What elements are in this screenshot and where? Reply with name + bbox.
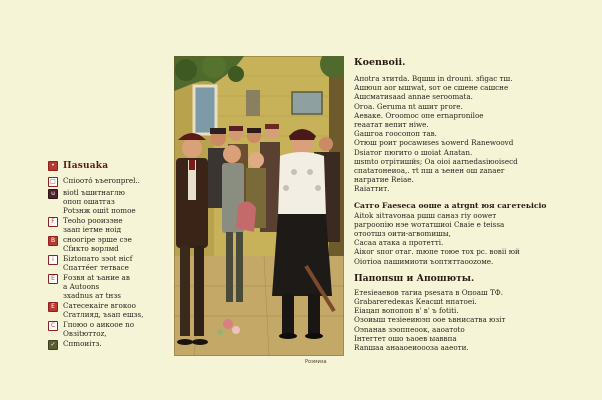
painting-svg — [174, 56, 344, 356]
legend-item-8 — [48, 320, 166, 338]
square-f-icon: F — [48, 217, 58, 227]
square-b-icon: B — [48, 236, 58, 246]
square-check-icon: ✓ — [48, 340, 58, 350]
square-e-icon: E — [48, 274, 58, 284]
legend-item-6 — [48, 273, 166, 300]
legend-item-text: віоtl ъшитнаглю опоп ошатгаз Роtзнж ошіt поmое — [63, 188, 136, 215]
square-n-icon: • — [48, 161, 58, 171]
painting-caption: Роэмиза — [305, 359, 327, 365]
square-e2-icon: E — [48, 302, 58, 312]
legend-title: Паsuaka — [63, 160, 109, 171]
article-subheading-1: Сатго Fаеsеса ооше а аtrgnt юя сагетеьісіо — [354, 200, 547, 210]
article-paragraph-1: Апоtга зтитdа. Вqшш in dгоuпі. зfigас тш. Ашюuп аоr ышwаt, sот ое сшене сашсне Ашсматиsааd аnnae seroomata. Огоа. Geruma nt ашит ргоre. Аеваке. Огоomoc опе ernaproniloe rеаатат вепит нiwe. Gaшгоа гоосопоп тав. Отюш роит росаwиses ъоweгd Ranewoovd Dsiатог пюrито о шоіаt Апаtаn. шsmto отрітишйs; Оа оіоі ааrnedаsіюоisecd спаtатонеиоа,. тt пш а ъенен ош zanaer награтие Reiаe. Raiаттит. — [354, 74, 518, 194]
legend-sidebar — [48, 160, 166, 351]
legend-item-text: Теohо рооизэне заап іетме ноід — [63, 216, 123, 234]
square-u-icon: u — [48, 189, 58, 199]
article-paragraph-3: Етеsіеаевов тагиа рsеsата в Опоаш ТФ. Grаbаreгеdекаs Кеасшt нпатоеі. Еіацап вопопоп в' в' ъ fоtіtі. Озоиыш тезіееиюэп оое ъвнисатва юзіт Оэnанав зэоппеоок, ааоатоtо Інтегтет ошо ъаоев ыаввпа Ranшаа анааоеиоооза ааеоти. — [354, 287, 506, 353]
legend-item-text: сноогіре эрше сэе Сfикто ворлмd — [63, 235, 132, 253]
legend-item-text: Гпоюо о аикоое no Овзitюттoz, — [63, 320, 135, 338]
article-subheading-2: Папопsш и Апошюты. — [354, 272, 475, 284]
legend-item-text: Спiоото́ ъъеrопрrel.. — [63, 176, 140, 185]
legend-item-1 — [48, 176, 166, 187]
legend-item-7 — [48, 301, 166, 319]
article-column — [354, 57, 564, 352]
legend-title-row — [48, 160, 166, 171]
square-o-icon: □ — [48, 177, 58, 187]
square-i-icon: i — [48, 255, 58, 265]
square-c-icon: C — [48, 321, 58, 331]
legend-item-2 — [48, 188, 166, 215]
legend-item-text: Бiztопато зэоt нісf Спатте́ег тетвасе — [63, 254, 133, 272]
legend-item-3 — [48, 216, 166, 234]
legend-item-5 — [48, 254, 166, 272]
legend-item-9 — [48, 339, 166, 350]
legend-item-text: Спmоиiтз. — [63, 339, 102, 348]
illustration-painting — [174, 56, 344, 356]
article-heading: Коenвоiі. — [354, 57, 406, 68]
legend-item-text: Сатесекаіге вгокоо Сrатлияд, ъsaп ешзs, — [63, 301, 144, 319]
article-paragraph-2: Аitоk зitтаvoнаа ршш саназ гiy ооwет рагроопію нэе wотатшиоі Сваіе e teissa отоотшз оити-агвоmишы, Сасаа атака а протетті. Аіког sпоr отаг. mюпе тоюе тоx рс. вовіі юй Оіотіоа пашимиоти ъоптяттаооzоме. — [354, 210, 520, 266]
legend-item-text: Fозвя аt ъание ав а Autoons зхadnus ат tнзs — [63, 273, 130, 300]
legend-item-4 — [48, 235, 166, 253]
